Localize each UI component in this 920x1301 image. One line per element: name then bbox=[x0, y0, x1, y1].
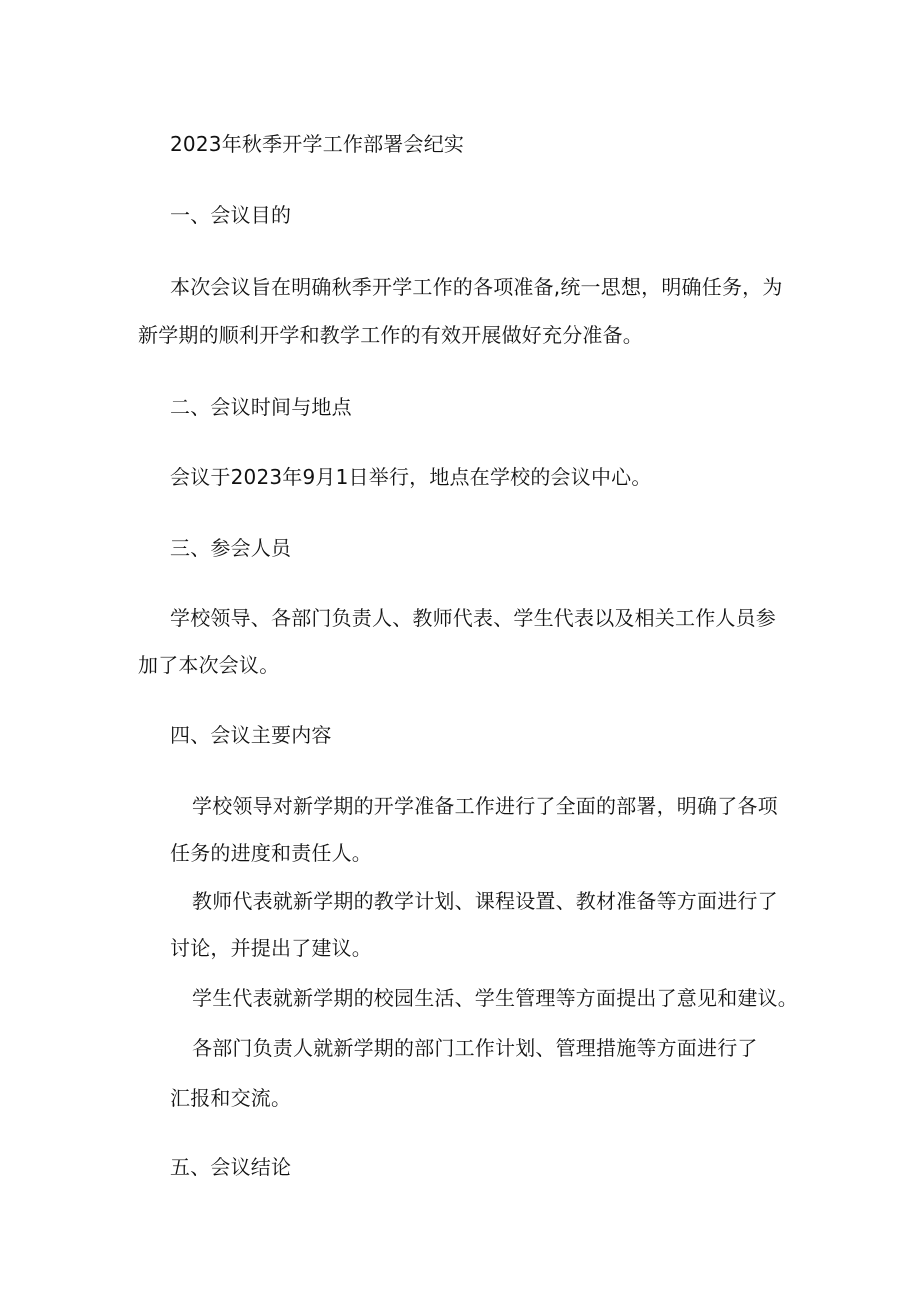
list-item-line: 各部门负责人就新学期的部门工作计划、管理措施等方面进行了 bbox=[192, 1036, 758, 1060]
paragraph-line: 会议于2023年9月1日举行，地点在学校的会议中心。 bbox=[170, 465, 652, 489]
list-item-line: 学校领导对新学期的开学准备工作进行了全面的部署，明确了各项 bbox=[192, 794, 778, 818]
section-heading-conclusion: 五、会议结论 bbox=[170, 1155, 292, 1179]
list-item-line: 汇报和交流。 bbox=[170, 1086, 292, 1110]
document-title: 2023年秋季开学工作部署会纪实 bbox=[170, 132, 465, 156]
paragraph-line: 新学期的顺利开学和教学工作的有效开展做好充分准备。 bbox=[138, 323, 643, 347]
section-heading-purpose: 一、会议目的 bbox=[170, 203, 292, 227]
paragraph-line: 学校领导、各部门负责人、教师代表、学生代表以及相关工作人员参 bbox=[170, 606, 776, 630]
list-item-line: 任务的进度和责任人。 bbox=[170, 841, 372, 865]
paragraph-line: 本次会议旨在明确秋季开学工作的各项准备,统一思想，明确任务，为 bbox=[170, 275, 783, 299]
section-heading-attendees: 三、参会人员 bbox=[170, 536, 292, 560]
paragraph-line: 加了本次会议。 bbox=[138, 653, 280, 677]
list-item-line: 学生代表就新学期的校园生活、学生管理等方面提出了意见和建议。 bbox=[192, 986, 798, 1010]
section-heading-time-place: 二、会议时间与地点 bbox=[170, 395, 352, 419]
list-item-line: 教师代表就新学期的教学计划、课程设置、教材准备等方面进行了 bbox=[192, 889, 778, 913]
section-heading-main-content: 四、会议主要内容 bbox=[170, 723, 332, 747]
list-item-line: 讨论，并提出了建议。 bbox=[170, 936, 372, 960]
